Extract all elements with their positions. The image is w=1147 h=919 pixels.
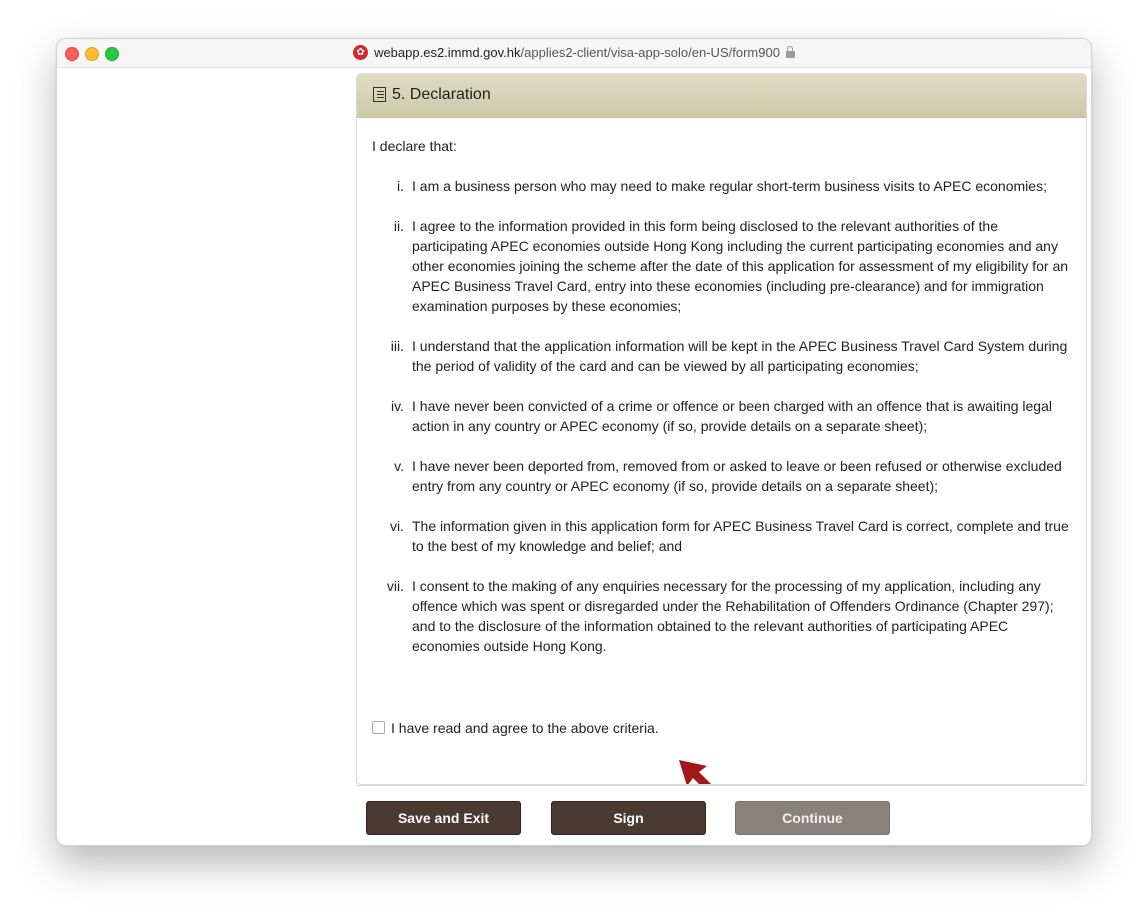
declaration-item [372,516,1070,556]
declaration-item [372,216,1070,316]
url-path: /applies2-client/visa-app-solo/en-US/form900 [520,45,780,60]
title-bar [57,39,1091,68]
item-number: i. [397,178,404,194]
arrow-shape [679,760,733,785]
item-text: I have never been convicted of a crime or offence or been charged with an offence that is awaiting legal action in any country or APEC economy (if so, provide details on a separate sheet); [412,398,1052,434]
item-number: iv. [391,398,404,414]
item-number: vi. [390,518,404,534]
list-document-icon [373,87,386,102]
item-text: I have never been deported from, removed from or asked to leave or been refused or otherwise excluded entry from any country or APEC economy (if so, provide details on a separate sheet); [412,458,1062,494]
item-text: I am a business person who may need to make regular short-term business visits to APEC economies; [412,178,1047,194]
item-text: I agree to the information provided in this form being disclosed to the relevant authorities of the participating APEC economies outside Hong Kong including the current participating economies and any other economies joining the scheme after the date of this application for assessment of my eligibility for an APEC Business Travel Card, entry into these economies (including pre-clearance) and for immigration examination purposes by these economies; [412,218,1069,314]
panel-body [357,118,1086,656]
agree-row [372,719,659,737]
address-bar[interactable] [57,45,1091,60]
agree-checkbox[interactable] [372,721,385,734]
red-arrow-annotation-icon [677,758,737,785]
item-number: v. [394,458,404,474]
hk-flag-icon [353,45,368,60]
panel-header [357,74,1086,118]
section-title: 5. Declaration [392,86,491,103]
declaration-intro: I declare that: [372,138,457,154]
sign-button[interactable]: Sign [551,801,706,835]
action-footer [356,785,1087,846]
agree-label[interactable]: I have read and agree to the above criteria. [391,720,659,736]
lock-icon [786,51,795,58]
item-number: ii. [393,218,404,234]
declaration-panel [356,73,1087,785]
item-text: The information given in this application form for APEC Business Travel Card is correct, complete and true to the best of my knowledge and belief; and [412,518,1069,554]
browser-window [56,38,1092,846]
declaration-item [372,336,1070,376]
declaration-item [372,456,1070,496]
declaration-item [372,176,1070,196]
url-host: webapp.es2.immd.gov.hk [374,45,521,60]
declaration-list [372,176,1070,656]
item-text: I consent to the making of any enquiries necessary for the processing of my application, including any offence which was spent or disregarded under the Rehabilitation of Offenders Ordinance (Chapter 297); and to the disclosure of the information obtained to the relevant authorities of participating APEC economies outside Hong Kong. [412,578,1054,654]
item-number: vii. [386,578,404,594]
continue-button[interactable]: Continue [735,801,890,835]
item-text: I understand that the application information will be kept in the APEC Business Travel Card System during the period of validity of the card and can be viewed by all participating economies; [412,338,1068,374]
item-number: iii. [390,338,404,354]
declaration-item [372,396,1070,436]
save-and-exit-button[interactable]: Save and Exit [366,801,521,835]
declaration-item [372,576,1070,656]
